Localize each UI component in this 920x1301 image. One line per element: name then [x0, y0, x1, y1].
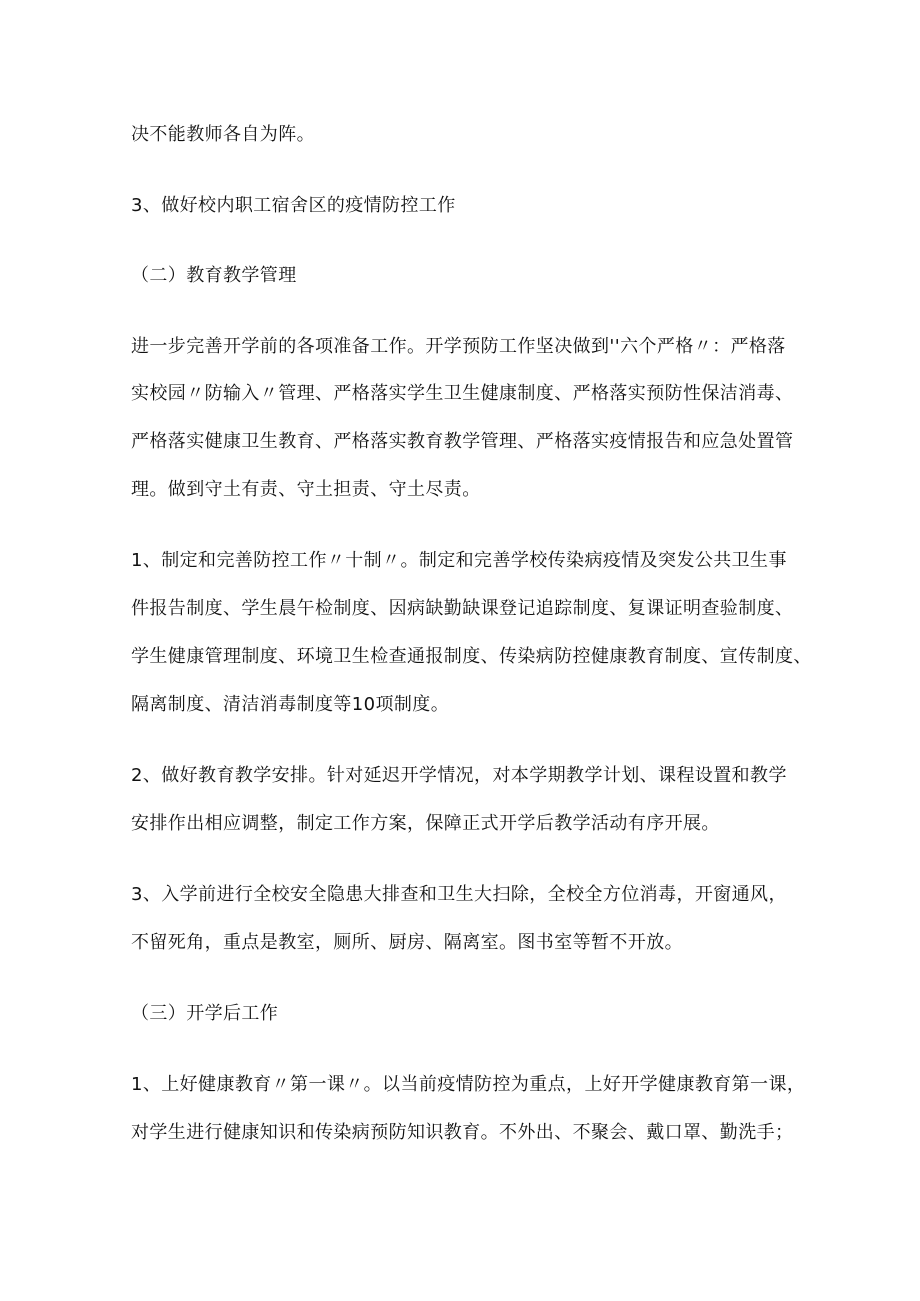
- paragraph-line: 2、做好教育教学安排。针对延迟开学情况，对本学期教学计划、课程设置和教学: [131, 765, 787, 786]
- paragraph-line: 1、上好健康教育〃第一课〃。以当前疫情防控为重点，上好开学健康教育第一课，: [131, 1074, 806, 1095]
- paragraph-line: 理。做到守土有责、守土担责、守土尽责。: [131, 479, 481, 500]
- paragraph-line: 安排作出相应调整，制定工作方案，保障正式开学后教学活动有序开展。: [131, 813, 720, 834]
- paragraph-line: 进一步完善开学前的各项准备工作。开学预防工作坚决做到''六个严格〃：严格落: [131, 336, 786, 357]
- paragraph-line: 件报告制度、学生晨午检制度、因病缺勤缺课登记追踪制度、复课证明查验制度、: [131, 598, 794, 619]
- section-heading: （三）开学后工作: [131, 1003, 279, 1024]
- paragraph-line: 3、入学前进行全校安全隐患大排查和卫生大扫除，全校全方位消毒，开窗通风，: [131, 884, 787, 905]
- section-heading: 3、做好校内职工宿舍区的疫情防控工作: [131, 195, 456, 216]
- paragraph-line: 严格落实健康卫生教育、严格落实教育教学管理、严格落实疫情报告和应急处置管: [131, 431, 794, 452]
- paragraph-line: 实校园〃防输入〃管理、严格落实学生卫生健康制度、严格落实预防性保洁消毒、: [131, 383, 794, 404]
- paragraph-line: 隔离制度、清洁消毒制度等10项制度。: [131, 694, 450, 715]
- section-heading: （二）教育教学管理: [131, 265, 297, 286]
- paragraph-line: 对学生进行健康知识和传染病预防知识教育。不外出、不聚会、戴口罩、勤洗手；: [131, 1122, 794, 1143]
- paragraph-line: 不留死角，重点是教室，厕所、厨房、隔离室。图书室等暂不开放。: [131, 932, 683, 953]
- paragraph-line: 决不能教师各自为阵。: [131, 124, 315, 145]
- paragraph-line: 1、制定和完善防控工作〃十制〃。制定和完善学校传染病疫情及突发公共卫生事: [131, 550, 787, 571]
- paragraph-line: 学生健康管理制度、环境卫生检查通报制度、传染病防控健康教育制度、宣传制度、: [131, 646, 812, 667]
